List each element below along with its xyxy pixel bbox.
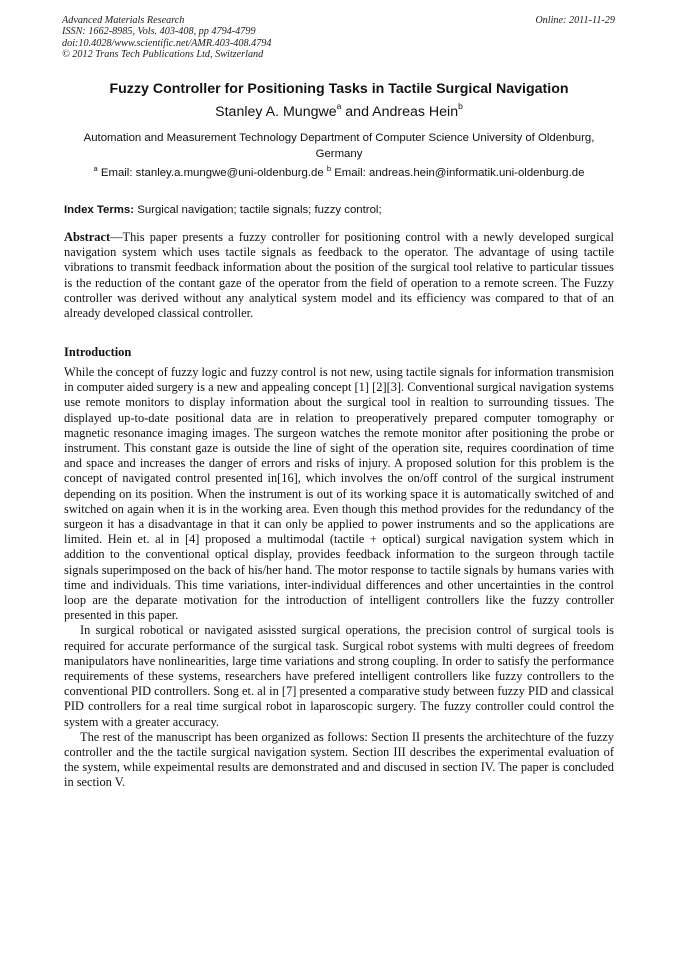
affiliation-mark: a <box>336 101 342 111</box>
abstract <box>64 230 614 321</box>
paragraph: The rest of the manuscript has been organized as follows: Section II presents the architechture of the fuzzy controller and the the tactile surgical navigation system. Section III describes the experimental evaluation of the system, while expeimental results are demonstrated and and discused in section IV. The paper is concluded in section V. <box>64 729 614 790</box>
paragraph: In surgical robotical or navigated asissted surgical operations, the precision control of surgical tools is required for accurate performance of the surgical task. Surgical robot systems with multi degrees of freedom manipulators have nonlinearities, large time variations and strong coupling. In order to satisfy the performance requirements of these systems, researchers have prefered intelligent controllers like fuzzy controllers to the conventional PID controllers. Song et. al in [7] presented a comparative study between fuzzy PID and classical PID controllers for a real time surgical robot in laparoscopic surgery. The fuzzy controller could control the system with a greater accuracy. <box>64 623 614 729</box>
affiliation: Automation and Measurement Technology Department of Computer Science University of Oldenburg, Germany <box>83 132 595 160</box>
email-mark: a <box>93 164 98 173</box>
introduction-body <box>64 365 614 791</box>
email-b: Email: andreas.hein@informatik.uni-oldenburg.de <box>331 167 585 179</box>
issn-line: ISSN: 1662-8985, Vols. 403-408, pp 4794-4799 <box>62 26 256 38</box>
email-a: Email: stanley.a.mungwe@uni-oldenburg.de <box>97 167 327 179</box>
journal-metadata <box>62 15 271 61</box>
author-name: Stanley A. Mungwe <box>215 104 337 120</box>
abstract-label: Abstract <box>64 230 111 244</box>
copyright-line: © 2012 Trans Tech Publications Ltd, Switzerland <box>62 49 264 61</box>
section-heading: Introduction <box>64 345 132 359</box>
email-line <box>40 166 638 181</box>
online-date: Online: 2011-11-29 <box>535 15 615 26</box>
affiliation-mark: b <box>458 101 463 111</box>
email-mark: b <box>326 164 332 173</box>
author-name: Andreas Hein <box>372 104 459 120</box>
author-connector: and <box>341 104 373 120</box>
author-line <box>40 102 638 122</box>
index-terms-label: Index Terms: <box>64 204 135 216</box>
abstract-text: —This paper presents a fuzzy controller for positioning control with a newly developed surgical navigation system which uses tactile signals as feedback to the operator. The advantage of using tactile vibrations to transmit feedback information about the position of the surgical tool relative to particular tissues is the reduction of the contant gaze of the operator from the field of operation to a remote screen. The Fuzzy controller was derived without any analytical system model and its efficiency was compared to that of an already developed classical controller. <box>64 230 614 321</box>
index-terms-text: Surgical navigation; tactile signals; fuzzy control; <box>134 204 382 216</box>
journal-name: Advanced Materials Research <box>62 15 185 26</box>
paragraph: While the concept of fuzzy logic and fuzzy control is not new, using tactile signals for information transmision in computer aided surgery is a new and appealing concept [1] [2][3]. Conventional surgical navigation systems use remote monitors to display information about the surgical tool in realtion to surrounding tissues. The displayed up-to-date positional data are in relation to preoperatively prepared computer tomography or magnetic resonance imaging images. The surgeon watches the remote monitor after positioning the probe or instrument. This constant gaze is outside the line of sight of the operation site, requires coordination of time and space and increases the danger of errors and risks of injury. A proposed solution for this problem is the concept of navigated control presented in[16], which involves the on/off control of the surgical instrument depending on its position. When the instrument is out of its working space it is automatically switched of and switched on again when it is in the working area. Even though this method provides for the redundancy of the surgeon it has a disadvantage in that it can only be applied to power instruments and so the applications are limited. Hein et. al in [4] proposed a multimodal (tactile + optical) surgical navigation system which in addition to the conventional optical display, provides feedback information to the surgeon through tactile signals superimposed on the back of his/her hand. The motor response to tactile signals by humans varies with time and individuals. This time variations, inter-individual differences and other uncertainties in the control loop are the deparate motivation for the introduction of intelligent controllers like the fuzzy controller presented in this paper. <box>64 365 614 623</box>
doi-line: doi:10.4028/www.scientific.net/AMR.403-408.4794 <box>62 37 272 49</box>
index-terms <box>64 203 382 218</box>
paper-title: Fuzzy Controller for Positioning Tasks in Tactile Surgical Navigation <box>109 81 569 97</box>
